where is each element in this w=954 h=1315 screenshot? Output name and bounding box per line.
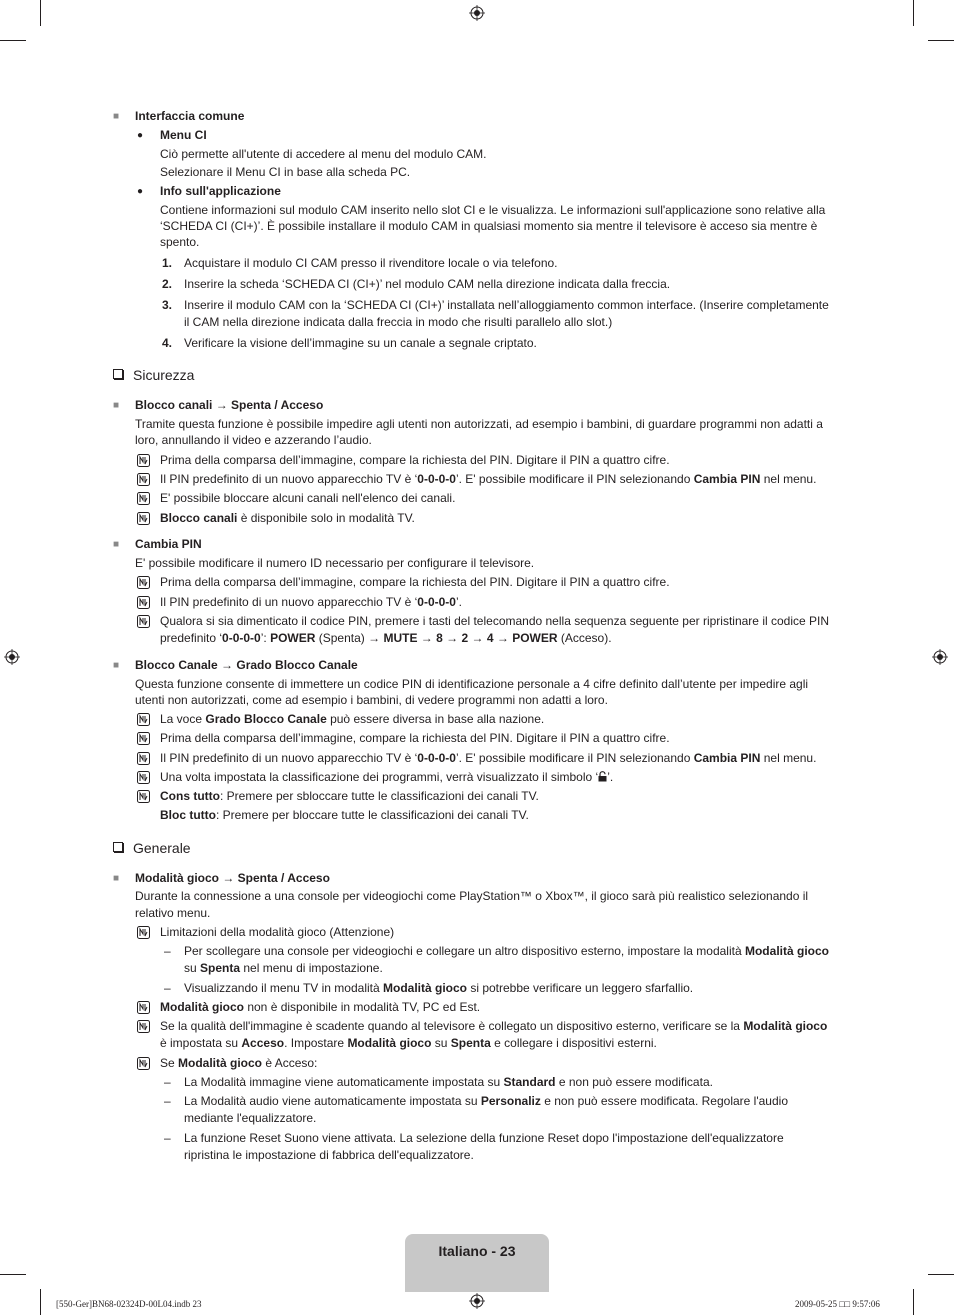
info-app-title: Info sull'applicazione bbox=[160, 184, 281, 198]
crop-mark bbox=[0, 1274, 26, 1275]
note-icon bbox=[137, 512, 150, 525]
dash-bullet: – bbox=[164, 1075, 171, 1089]
blocco-canali-title: Blocco canali → Spenta / Acceso bbox=[135, 398, 324, 412]
crop-mark bbox=[40, 1289, 41, 1315]
dot-bullet-icon: ● bbox=[137, 130, 144, 141]
section-heading-sicurezza: Sicurezza bbox=[113, 367, 194, 384]
crop-mark bbox=[913, 0, 914, 26]
registration-mark-icon bbox=[4, 649, 20, 665]
checkbox-square-icon bbox=[113, 842, 123, 852]
body-line: E' possibile modificare il numero ID necessario per configurare il televisore. bbox=[135, 556, 535, 570]
registration-mark-icon bbox=[932, 649, 948, 665]
note-icon bbox=[137, 713, 150, 726]
grado-blocco-title: Blocco Canale → Grado Blocco Canale bbox=[135, 658, 358, 672]
square-bullet-icon: ■ bbox=[113, 660, 120, 671]
note-icon bbox=[137, 732, 150, 745]
note-text: Modalità gioco non è disponibile in modalità TV, PC ed Est. bbox=[160, 1000, 481, 1014]
body-line: Durante la connessione a una console per videogiochi come PlayStation™ o Xbox™, il gioco sarà più realistico selezionando il bbox=[135, 889, 809, 903]
step-text: Inserire la scheda ‘SCHEDA CI (CI+)’ nel modulo CAM nella direzione indicata dalla freccia. bbox=[184, 277, 671, 291]
note-icon bbox=[137, 790, 150, 803]
dash-text: ripristina le impostazione di fabbrica dell'equalizzatore. bbox=[184, 1148, 474, 1162]
square-bullet-icon: ■ bbox=[113, 539, 120, 550]
cambia-pin-title: Cambia PIN bbox=[135, 537, 202, 551]
page-number-tab bbox=[405, 1234, 549, 1292]
menu-ci-title: Menu CI bbox=[160, 128, 207, 142]
note-icon bbox=[137, 596, 150, 609]
step-text: Inserire il modulo CAM con la ‘SCHEDA CI (CI+)’ installata nell’alloggiamento common interface. (Inserire completamente bbox=[184, 298, 829, 312]
page-number-label: Italiano - 23 bbox=[438, 1243, 516, 1259]
dash-bullet: – bbox=[164, 944, 171, 958]
step-text: Verificare la visione dell’immagine su un canale a segnale criptato. bbox=[184, 336, 537, 350]
note-icon bbox=[137, 492, 150, 505]
crop-mark bbox=[40, 0, 41, 26]
dash-text: Visualizzando il menu TV in modalità Modalità gioco si potrebbe verificare un leggero sfarfallio. bbox=[184, 981, 694, 995]
note-text: La voce Grado Blocco Canale può essere diversa in base alla nazione. bbox=[160, 712, 545, 726]
body-line: loro, annullando il video e azzerando l’audio. bbox=[135, 433, 372, 447]
note-icon bbox=[137, 473, 150, 486]
dash-bullet: – bbox=[164, 981, 171, 995]
note-text: Il PIN predefinito di un nuovo apparecchio TV è ‘0-0-0-0’. bbox=[160, 595, 462, 609]
body-line: Questa funzione consente di immettere un codice PIN di identificazione personale a 4 cifre definito dall’utente per impedire agli bbox=[135, 677, 809, 691]
note-icon bbox=[137, 454, 150, 467]
modalita-gioco-title: Modalità gioco → Spenta / Acceso bbox=[135, 871, 330, 885]
note-text: Il PIN predefinito di un nuovo apparecchio TV è ‘0-0-0-0’. E' possibile modificare il PIN selezionando Cambia PIN nel menu. bbox=[160, 472, 817, 486]
dash-text: su Spenta nel menu di impostazione. bbox=[184, 961, 383, 975]
note-icon bbox=[137, 576, 150, 589]
dash-bullet: – bbox=[164, 1094, 171, 1108]
square-bullet-icon: ■ bbox=[113, 400, 120, 411]
crop-mark bbox=[928, 40, 954, 41]
section-heading-generale: Generale bbox=[113, 840, 191, 857]
body-line: relativo menu. bbox=[135, 906, 211, 920]
dash-bullet: – bbox=[164, 1131, 171, 1145]
note-icon bbox=[137, 1020, 150, 1033]
footer-date: 2009-05-25 □□ 9:57:06 bbox=[795, 1299, 880, 1309]
note-text: Una volta impostata la classificazione dei programmi, verrà visualizzato il simbolo ‘ ’. bbox=[160, 770, 614, 784]
step-text: Acquistare il modulo CI CAM presso il rivenditore locale o via telefono. bbox=[184, 256, 558, 270]
body-line: utenti non autorizzati, come ad esempio i bambini, di vedere programmi non adatti a loro. bbox=[135, 693, 608, 707]
dash-text: La Modalità immagine viene automaticamente impostata su Standard e non può essere modificata. bbox=[184, 1075, 713, 1089]
note-text: Cons tutto: Premere per sbloccare tutte le classificazioni dei canali TV. bbox=[160, 789, 539, 803]
menu-ci-line: Selezionare il Menu CI in base alla scheda PC. bbox=[160, 165, 411, 179]
dash-text: La Modalità audio viene automaticamente impostata su Personaliz e non può essere modificata. Regolare l'audio bbox=[184, 1094, 788, 1108]
note-text: Prima della comparsa dell’immagine, compare la richiesta del PIN. Digitare il PIN a quattro cifre. bbox=[160, 575, 670, 589]
dash-text: mediante l'equalizzatore. bbox=[184, 1111, 317, 1125]
note-text: Prima della comparsa dell’immagine, compare la richiesta del PIN. Digitare il PIN a quattro cifre. bbox=[160, 453, 670, 467]
step-number: 3. bbox=[162, 298, 173, 312]
crop-mark bbox=[913, 1289, 914, 1315]
footer-file-info: [550-Ger]BN68-02324D-00L04.indb 23 bbox=[56, 1299, 202, 1309]
info-app-line: Contiene informazioni sul modulo CAM inserito nello slot CI e le visualizza. Le informazioni sull'applicazione sono relative alla bbox=[160, 203, 826, 217]
crop-mark bbox=[928, 1274, 954, 1275]
note-text: è impostata su Acceso. Impostare Modalità gioco su Spenta e collegare i dispositivi esterni. bbox=[160, 1036, 657, 1050]
note-text: Il PIN predefinito di un nuovo apparecchio TV è ‘0-0-0-0’. E' possibile modificare il PIN selezionando Cambia PIN nel menu. bbox=[160, 751, 817, 765]
checkbox-square-icon bbox=[113, 369, 123, 379]
square-bullet-icon: ■ bbox=[113, 873, 120, 884]
note-icon bbox=[137, 752, 150, 765]
dot-bullet-icon: ● bbox=[137, 186, 144, 197]
step-number: 1. bbox=[162, 256, 173, 270]
square-bullet-icon: ■ bbox=[113, 111, 120, 122]
note-text: predefinito ‘0-0-0-0’: POWER (Spenta) → MUTE → 8 → 2 → 4 → POWER (Acceso). bbox=[160, 631, 612, 645]
note-icon bbox=[137, 1001, 150, 1014]
note-icon bbox=[137, 1057, 150, 1070]
registration-mark-icon bbox=[469, 1293, 485, 1309]
info-app-line: spento. bbox=[160, 235, 200, 249]
dash-text: La funzione Reset Suono viene attivata. La selezione della funzione Reset dopo l'impostazione dell'equalizzatore bbox=[184, 1131, 784, 1145]
step-number: 2. bbox=[162, 277, 173, 291]
note-text: Blocco canali è disponibile solo in modalità TV. bbox=[160, 511, 415, 525]
note-text: Prima della comparsa dell’immagine, compare la richiesta del PIN. Digitare il PIN a quattro cifre. bbox=[160, 731, 670, 745]
step-text: il CAM nella direzione indicata dalla freccia in modo che risulti parallelo allo slot.) bbox=[184, 315, 613, 329]
note-text: Bloc tutto: Premere per bloccare tutte le classificazioni dei canali TV. bbox=[160, 808, 529, 822]
dash-text: Per scollegare una console per videogiochi e collegare un altro dispositivo esterno, impostare la modalità Modalità gioco bbox=[184, 944, 829, 958]
note-icon bbox=[137, 926, 150, 939]
lock-icon bbox=[598, 771, 607, 782]
note-text: Se la qualità dell'immagine è scadente quando al televisore è collegato un dispositivo esterno, verificare se la Modalità gioco bbox=[160, 1019, 828, 1033]
interfaccia-title: Interfaccia comune bbox=[135, 109, 245, 123]
note-text: E' possibile bloccare alcuni canali nell'elenco dei canali. bbox=[160, 491, 456, 505]
step-number: 4. bbox=[162, 336, 173, 350]
note-text: Se Modalità gioco è Acceso: bbox=[160, 1056, 318, 1070]
crop-mark bbox=[0, 40, 26, 41]
note-text: Limitazioni della modalità gioco (Attenzione) bbox=[160, 925, 395, 939]
note-icon bbox=[137, 771, 150, 784]
note-text: Qualora si sia dimenticato il codice PIN, premere i tasti del telecomando nella sequenza seguente per ripristinare il codice PIN bbox=[160, 614, 830, 628]
registration-mark-icon bbox=[469, 5, 485, 21]
info-app-line: ‘SCHEDA CI (CI+)’. È possibile installare il modulo CAM in qualsiasi momento sia mentre il televisore è acceso sia mentre è bbox=[160, 219, 818, 233]
note-icon bbox=[137, 615, 150, 628]
body-line: Tramite questa funzione è possibile impedire agli utenti non autorizzati, ad esempio i bambini, di guardare programmi non adatti a bbox=[135, 417, 823, 431]
menu-ci-line: Ciò permette all'utente di accedere al menu del modulo CAM. bbox=[160, 147, 487, 161]
